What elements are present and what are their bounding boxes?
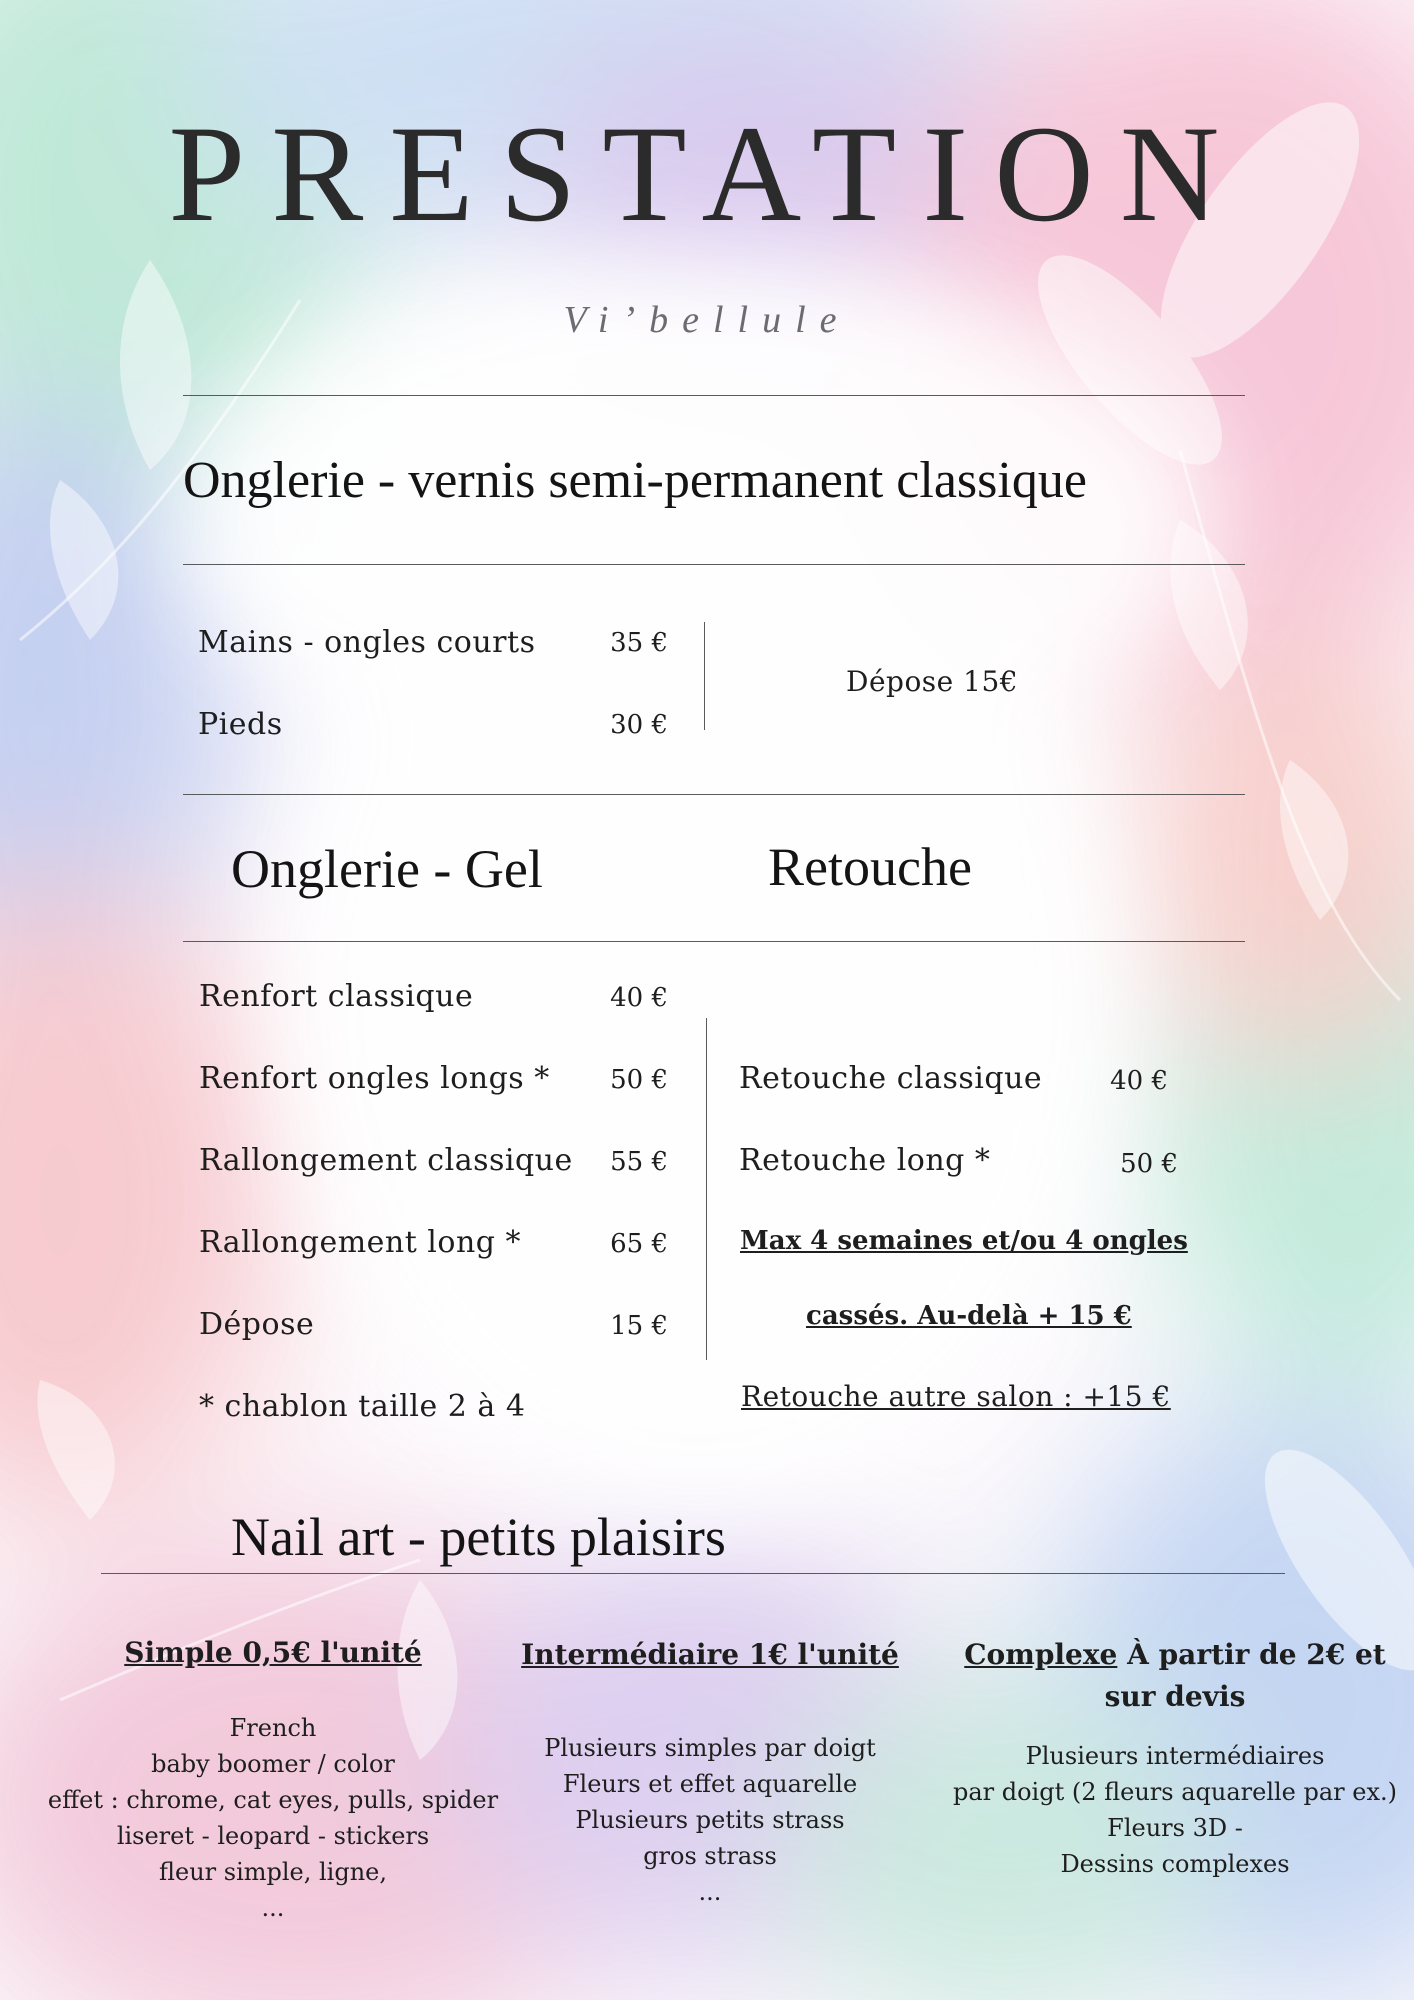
price-item-label: Renfort classique: [199, 979, 474, 1014]
price-item-value: 55 €: [610, 1147, 668, 1177]
price-item-value: 35 €: [610, 628, 668, 658]
divider: [183, 564, 1245, 565]
price-item-label: Mains - ongles courts: [198, 625, 536, 660]
column-divider: [704, 622, 705, 730]
price-item-label: Retouche classique: [739, 1061, 1043, 1096]
complexe-title-rest: À partir de 2€ et: [1117, 1638, 1386, 1671]
list-item: par doigt (2 fleurs aquarelle par ex.): [952, 1778, 1398, 1806]
list-item: Plusieurs intermédiaires: [1025, 1742, 1325, 1770]
list-item: French: [229, 1714, 317, 1742]
list-item: liseret - leopard - stickers: [116, 1822, 430, 1850]
list-item: Plusieurs petits strass: [575, 1806, 845, 1834]
price-item-value: 50 €: [1120, 1149, 1178, 1179]
list-item: baby boomer / color: [151, 1750, 395, 1778]
list-item: Plusieurs simples par doigt: [544, 1734, 876, 1762]
price-item-label: Rallongement long *: [199, 1225, 522, 1260]
gel-heading: Onglerie - Gel: [231, 839, 543, 899]
depose-price: Dépose 15€: [846, 665, 1019, 698]
list-item: gros strass: [643, 1842, 777, 1870]
price-item-label: Retouche long *: [739, 1143, 991, 1178]
price-item-value: 40 €: [610, 983, 668, 1013]
price-item-label: Rallongement classique: [199, 1143, 573, 1178]
divider: [101, 1573, 1285, 1574]
brand-subtitle: Vi’bellule: [563, 299, 851, 341]
complexe-title: Complexe: [964, 1638, 1118, 1671]
price-item-label: Pieds: [198, 707, 283, 742]
divider: [183, 395, 1245, 396]
column-divider: [706, 1018, 707, 1360]
price-item-value: 50 €: [610, 1065, 668, 1095]
nail-art-intermediaire: [500, 1634, 920, 1910]
price-item-value: 15 €: [610, 1311, 668, 1341]
list-item: ...: [261, 1894, 285, 1922]
price-item-label: Renfort ongles longs *: [199, 1061, 550, 1096]
semi-permanent-heading: Onglerie - vernis semi-permanent classique: [183, 452, 1087, 509]
retouche-heading: Retouche: [768, 837, 972, 897]
nail-art-complexe: [930, 1634, 1414, 1882]
page-title: PRESTATION: [168, 97, 1246, 250]
price-item-value: 40 €: [1110, 1066, 1168, 1096]
list-item: Dessins complexes: [1060, 1850, 1290, 1878]
price-item-value: 65 €: [610, 1229, 668, 1259]
divider: [183, 941, 1245, 942]
footnote: * chablon taille 2 à 4: [199, 1389, 526, 1424]
retouche-other-salon: Retouche autre salon : +15 €: [741, 1380, 1171, 1413]
list-item: Fleurs 3D -: [1107, 1814, 1243, 1842]
list-item: fleur simple, ligne,: [158, 1858, 388, 1886]
complexe-title-line2: sur devis: [1104, 1680, 1246, 1713]
list-item: ...: [698, 1878, 722, 1906]
simple-title: Simple 0,5€ l'unité: [124, 1636, 422, 1669]
retouche-condition: cassés. Au-delà + 15 €: [806, 1301, 1132, 1331]
list-item: Fleurs et effet aquarelle: [562, 1770, 858, 1798]
price-item-value: 30 €: [610, 710, 668, 740]
intermediaire-title: Intermédiaire 1€ l'unité: [521, 1638, 899, 1671]
nail-art-heading: Nail art - petits plaisirs: [231, 1507, 726, 1567]
retouche-condition: Max 4 semaines et/ou 4 ongles: [740, 1226, 1188, 1256]
divider: [183, 794, 1245, 795]
nail-art-simple: [20, 1632, 526, 1926]
list-item: effet : chrome, cat eyes, pulls, spider: [47, 1786, 499, 1814]
price-item-label: Dépose: [199, 1307, 315, 1342]
